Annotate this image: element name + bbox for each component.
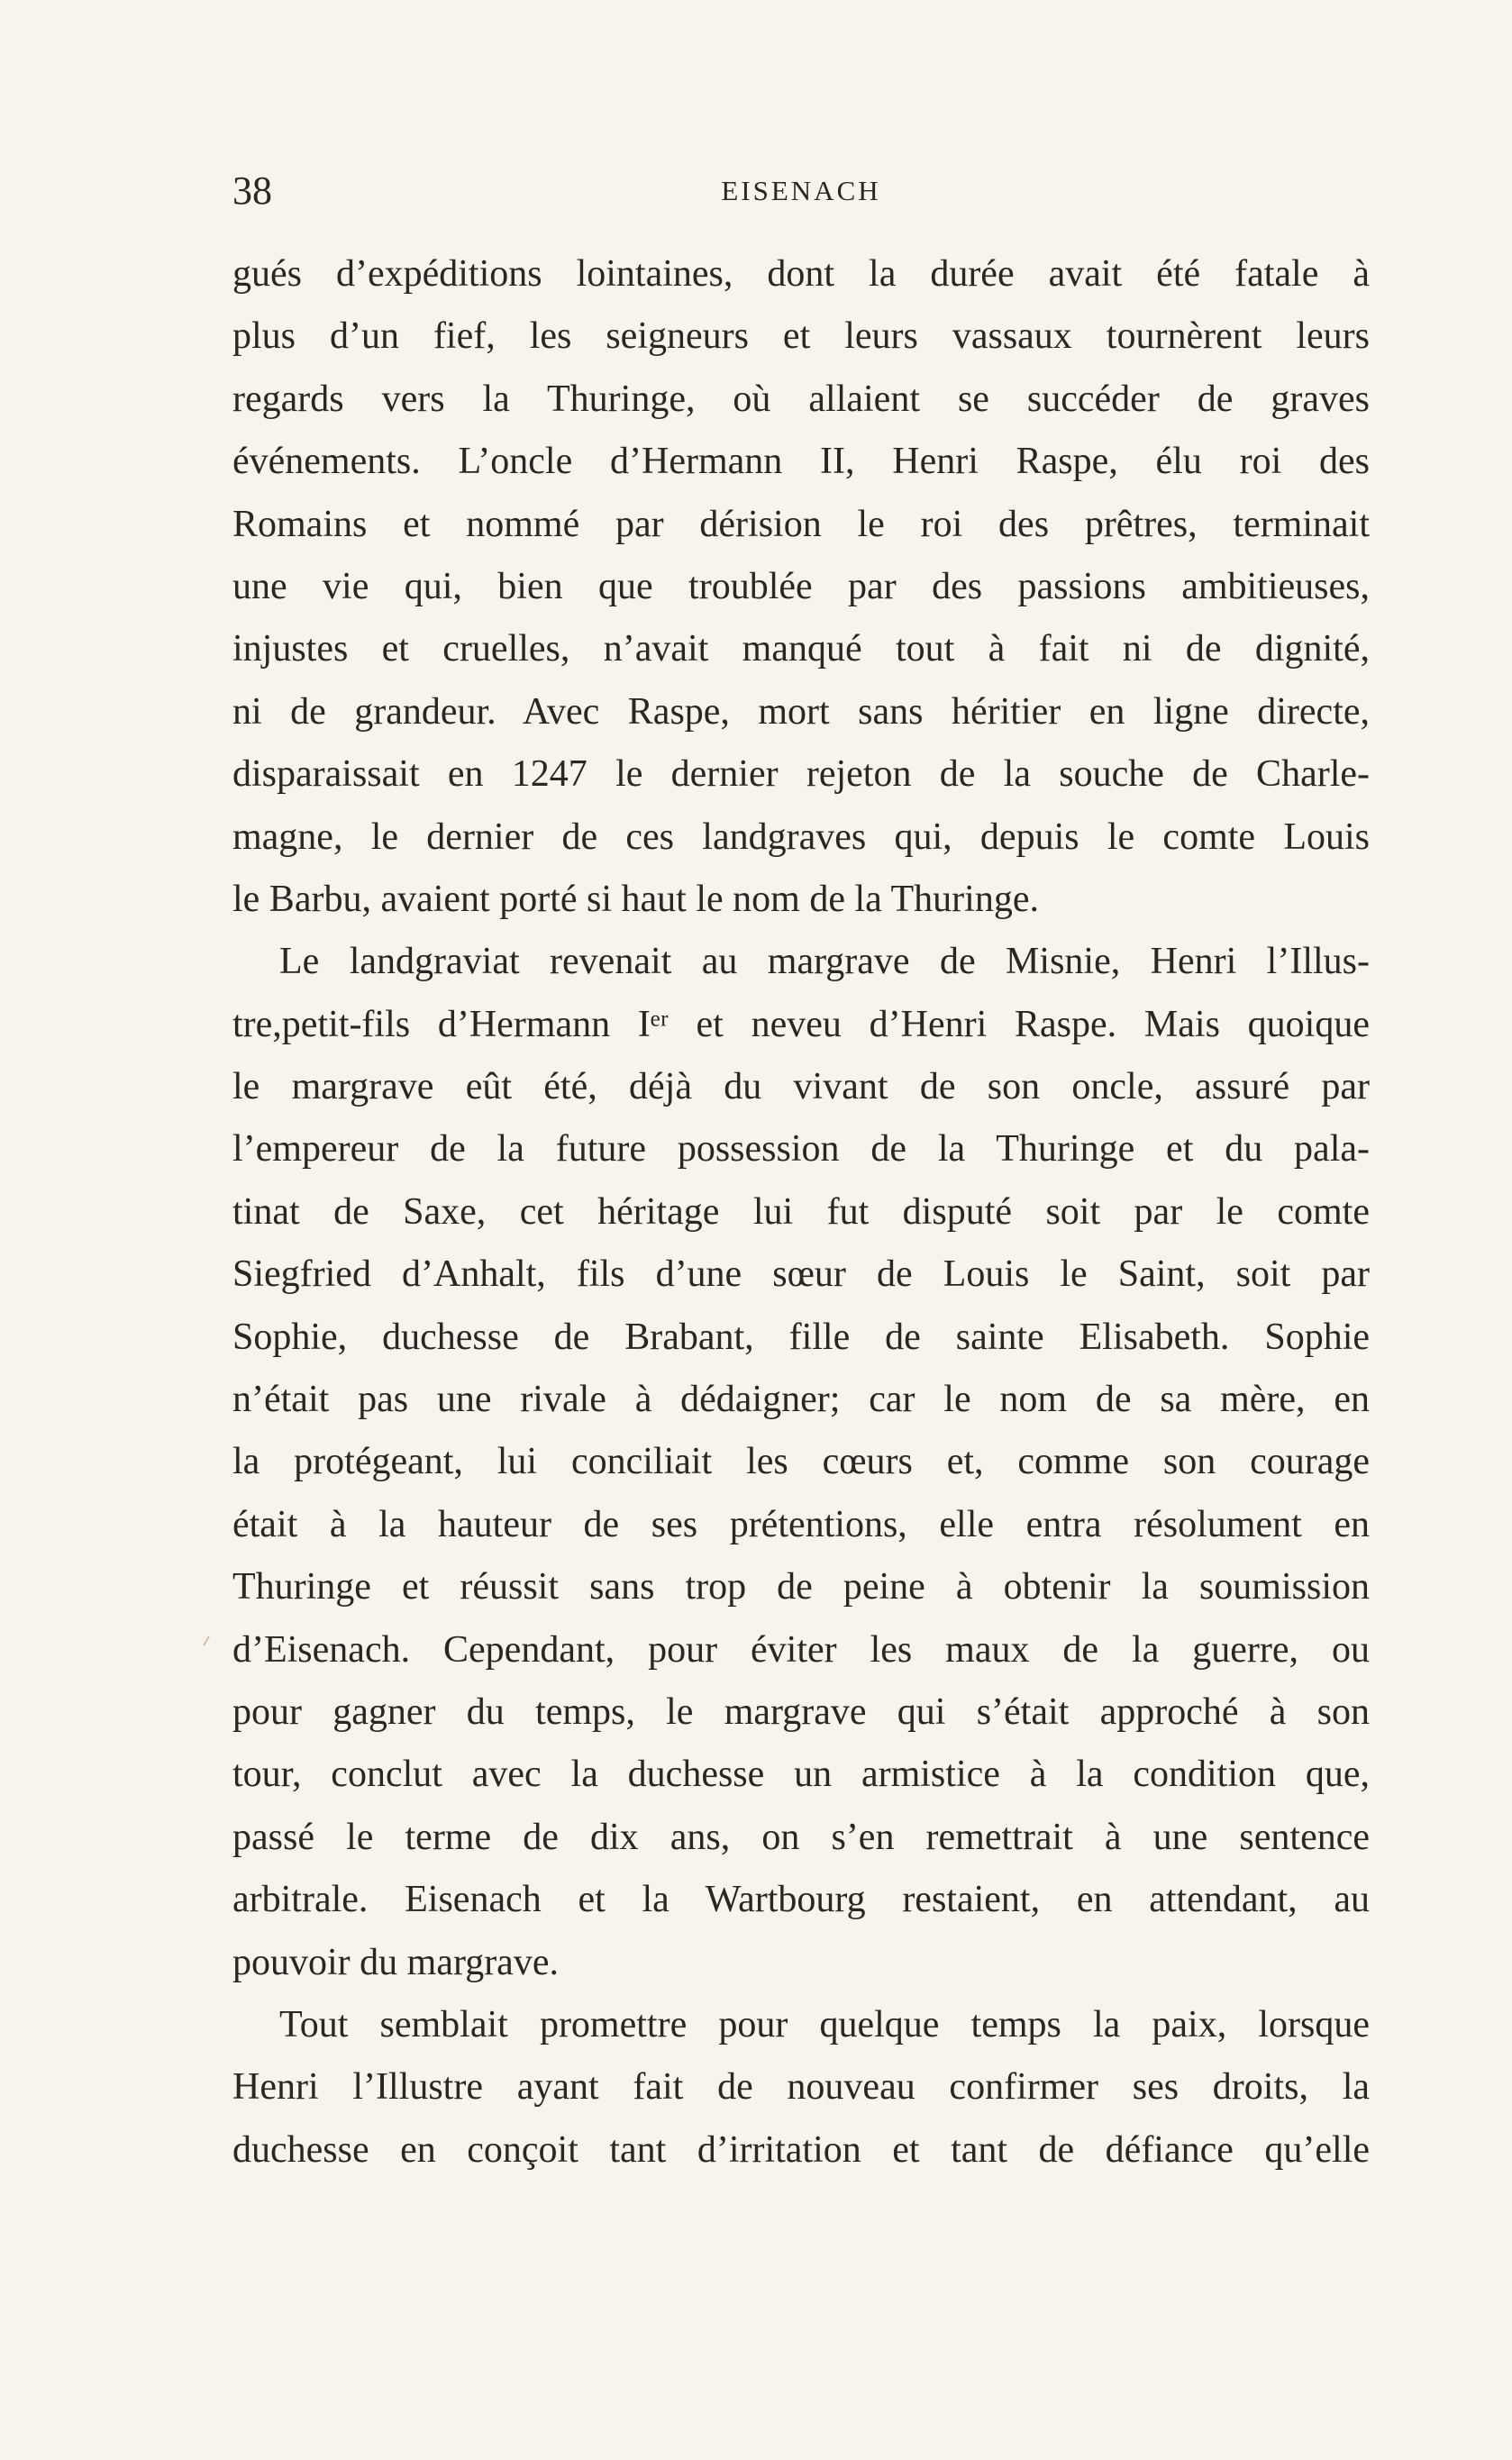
text-line: Romains et nommé par dérision le roi des prêtres, terminait: [232, 503, 1370, 545]
text-line: tre,petit-fils d’Hermann Iᵉʳ et neveu d’Henri Raspe. Mais quoique: [232, 1003, 1370, 1045]
text-line: injustes et cruelles, n’avait manqué tout à fait ni de dignité,: [232, 628, 1370, 670]
text-line: une vie qui, bien que troublée par des passions ambitieuses,: [232, 565, 1370, 607]
page-header: [232, 164, 1370, 218]
text-line: Sophie, duchesse de Brabant, fille de sainte Elisabeth. Sophie: [232, 1316, 1370, 1358]
text-line: regards vers la Thuringe, où allaient se succéder de graves: [232, 378, 1370, 420]
text-line: était à la hauteur de ses prétentions, elle entra résolument en: [232, 1503, 1370, 1545]
text-line: le margrave eût été, déjà du vivant de son oncle, assuré par: [232, 1066, 1370, 1108]
page-number: 38: [232, 169, 272, 213]
text-line: l’empereur de la future possession de la Thuringe et du pala-: [232, 1128, 1370, 1171]
text-line: la protégeant, lui conciliait les cœurs et, comme son courage: [232, 1441, 1370, 1483]
text-line: gués d’expéditions lointaines, dont la durée avait été fatale à: [232, 253, 1370, 295]
text-line: plus d’un fief, les seigneurs et leurs vassaux tournèrent leurs: [232, 315, 1370, 358]
text-line: tour, conclut avec la duchesse un armistice à la condition que,: [232, 1754, 1370, 1796]
text-line: pouvoir du margrave.: [232, 1941, 559, 1983]
text-line: passé le terme de dix ans, on s’en remettrait à une sentence: [232, 1816, 1370, 1858]
text-line: Henri l’Illustre ayant fait de nouveau confirmer ses droits, la: [232, 2066, 1370, 2109]
text-line: Le landgraviat revenait au margrave de Misnie, Henri l’Illus-: [279, 941, 1370, 983]
text-line: événements. L’oncle d’Hermann II, Henri Raspe, élu roi des: [232, 441, 1370, 483]
running-title: EISENACH: [721, 175, 881, 206]
text-line: magne, le dernier de ces landgraves qui, depuis le comte Louis: [232, 815, 1370, 858]
text-line: le Barbu, avaient porté si haut le nom de la Thuringe.: [232, 878, 1039, 920]
text-line: duchesse en conçoit tant d’irritation et tant de défiance qu’elle: [232, 2128, 1370, 2171]
text-line: Tout semblait promettre pour quelque temps la paix, lorsque: [279, 2003, 1370, 2045]
body-text: [232, 243, 1370, 2182]
text-line: tinat de Saxe, cet héritage lui fut disputé soit par le comte: [232, 1190, 1370, 1233]
text-line: d’Eisenach. Cependant, pour éviter les maux de la guerre, ou: [232, 1628, 1370, 1671]
text-line: arbitrale. Eisenach et la Wartbourg restaient, en attendant, au: [232, 1879, 1370, 1921]
text-line: Thuringe et réussit sans trop de peine à obtenir la soumission: [232, 1566, 1370, 1608]
text-line: Siegfried d’Anhalt, fils d’une sœur de Louis le Saint, soit par: [232, 1253, 1370, 1296]
text-line: disparaissait en 1247 le dernier rejeton de la souche de Charle-: [232, 753, 1370, 796]
margin-mark: [203, 1636, 217, 1645]
text-line: n’était pas une rivale à dédaigner; car le nom de sa mère, en: [232, 1379, 1370, 1421]
text-line: pour gagner du temps, le margrave qui s’était approché à son: [232, 1690, 1370, 1733]
text-line: ni de grandeur. Avec Raspe, mort sans héritier en ligne directe,: [232, 690, 1370, 733]
